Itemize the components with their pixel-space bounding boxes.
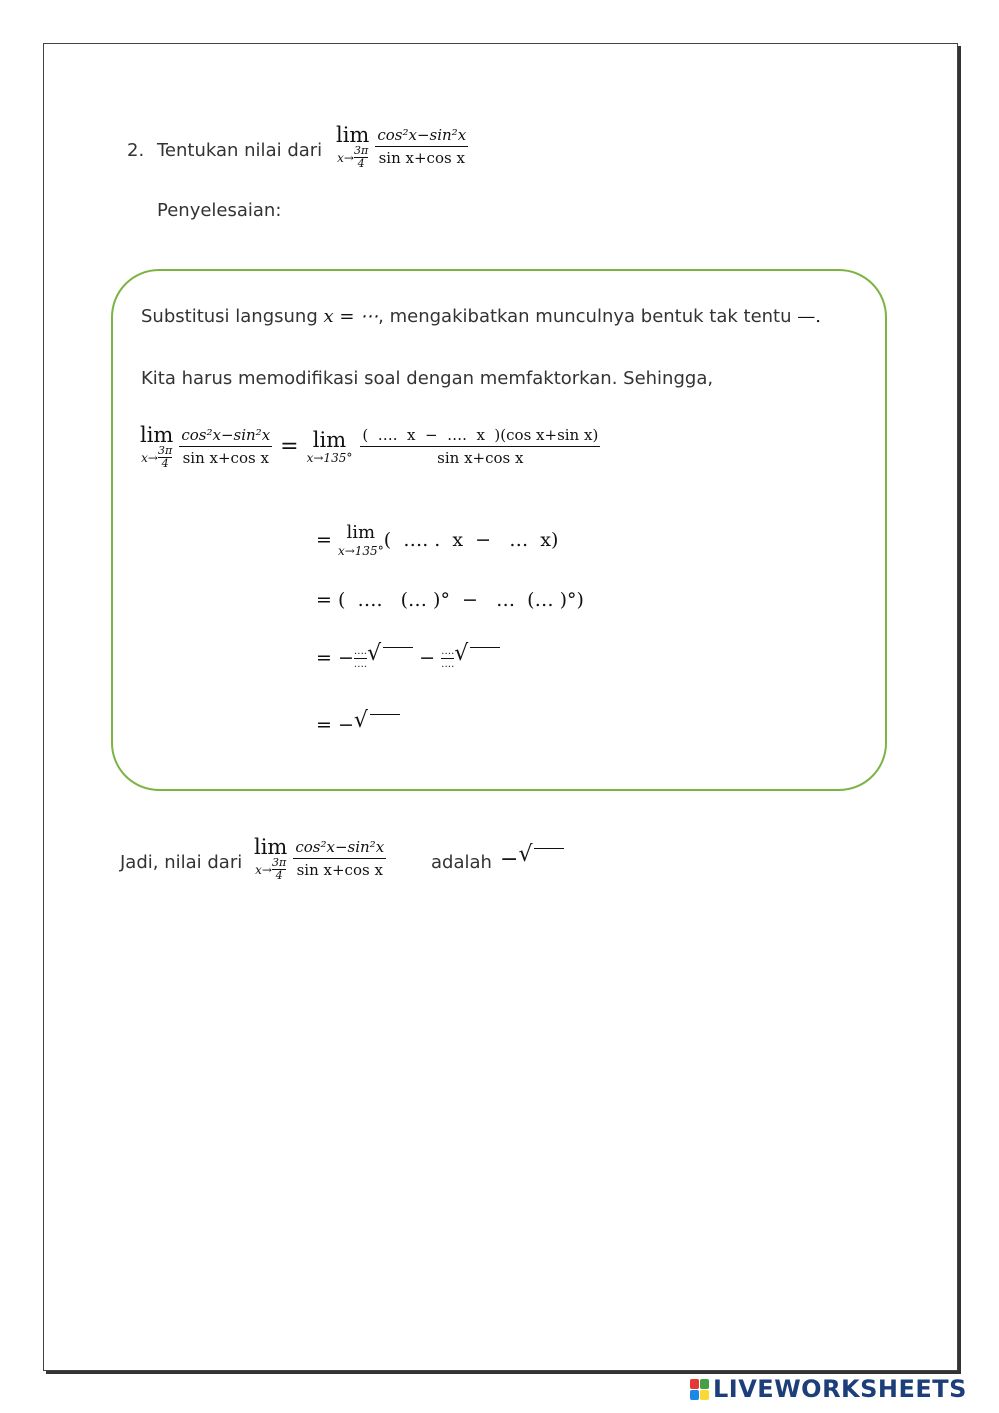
conclusion-answer: − √: [500, 846, 564, 873]
step-5: = − √: [316, 712, 400, 738]
conclusion-limit-expression: [254, 836, 386, 881]
limit-operator: lim x→135°: [337, 522, 384, 558]
question-prompt: Tentukan nilai dari: [157, 140, 323, 161]
box-line-2: Kita harus memodifikasi soal dengan memfaktorkan. Sehingga,: [141, 368, 714, 389]
brand-name: LIVEWORKSHEETS: [713, 1375, 967, 1403]
equation-1: [140, 424, 600, 469]
limit-operator: lim x→ 3π 4: [336, 123, 370, 170]
sqrt-symbol: √: [367, 645, 413, 671]
question-number: 2.: [127, 140, 145, 161]
logo-mark-icon: [690, 1379, 709, 1400]
limit-operator: lim x→135°: [306, 427, 353, 465]
lhs-fraction: $\frac{\text{cos²x−sin²x}}{\text{sin x+cos x}}$: [181, 426, 271, 467]
conclusion-suffix: adalah: [431, 852, 492, 873]
liveworksheets-logo: [690, 1375, 967, 1403]
step-2: = lim x→135° ( …. . x − … x): [316, 522, 559, 558]
question-limit-expression: [336, 124, 468, 169]
box-line-1: Substitusi langsung x = ⋯, mengakibatkan munculnya bentuk tak tentu —.: [141, 306, 821, 327]
limit-fraction: $\frac{\text{cos²x−sin²x}}{\text{sin x+cos x}}$: [377, 126, 467, 167]
conclusion-prefix: Jadi, nilai dari: [120, 852, 243, 873]
limit-operator: lim x→ 3π 4: [254, 835, 288, 882]
sqrt-symbol: √: [454, 645, 500, 671]
limit-operator: lim x→ 3π 4: [140, 423, 174, 470]
rhs-fraction: $\frac{\text{( …. x − …. x )(cos x+sin x)}}{\text{sin x+cos x}}$: [362, 426, 599, 467]
sqrt-symbol: √: [518, 846, 564, 873]
equals-sign: =: [280, 434, 299, 459]
solution-label: Penyelesaian:: [157, 200, 282, 221]
step-3: = ( …. (… )° − … (… )°): [316, 589, 584, 611]
step-4: = − …. …. √ − …. …. √: [316, 645, 500, 671]
sqrt-symbol: √: [354, 712, 400, 738]
conclusion-fraction: $\frac{\text{cos²x−sin²x}}{\text{sin x+cos x}}$: [295, 838, 385, 879]
